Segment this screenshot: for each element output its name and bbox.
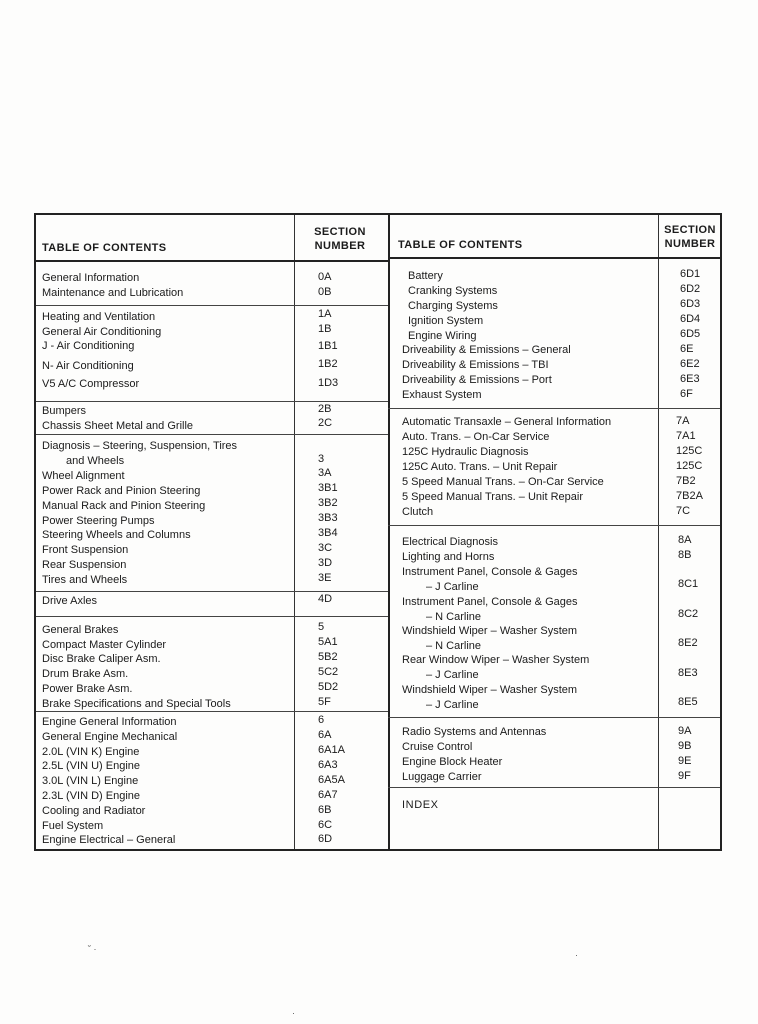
section-number: 3B2 [318,497,338,509]
right-group-3 [388,525,720,718]
section-number: 3B1 [318,482,338,494]
section-number: 0B [318,286,332,298]
toc-entry: Front Suspension [42,544,129,556]
section-number: 6B [318,804,332,816]
section-number: 1B1 [318,340,338,352]
toc-entry: Exhaust System [402,389,482,401]
section-number: 3 [318,453,325,465]
toc-entry: Cruise Control [402,741,473,753]
section-number: 1B [318,323,332,335]
toc-entry: Steering Wheels and Columns [42,529,191,541]
toc-entry: Power Rack and Pinion Steering [42,485,201,497]
section-number: 8B [678,549,692,561]
toc-entry: Power Steering Pumps [42,515,155,527]
toc-entry: Compact Master Cylinder [42,639,167,651]
right-group-1 [388,257,720,408]
toc-entry: Windshield Wiper – Washer System [402,684,578,696]
left-header-section-line1: SECTION [314,226,366,238]
left-group-3 [36,401,388,435]
section-number: 1B2 [318,358,338,370]
toc-entry: Drive Axles [42,595,98,607]
section-number: 6A7 [318,789,338,801]
section-number: 8C1 [678,578,699,590]
toc-entry: Ignition System [408,315,484,327]
left-header-section-line2: NUMBER [314,240,366,252]
section-number: 6D4 [680,313,701,325]
section-number: 6D1 [680,268,701,280]
toc-entry: Battery [408,270,443,282]
toc-entry: Disc Brake Caliper Asm. [42,653,161,665]
right-header-section-line2: NUMBER [664,238,716,250]
scan-speck: · [292,1008,295,1018]
toc-entry: Auto. Trans. – On-Car Service [402,431,550,443]
right-column [388,215,720,849]
toc-entry: Power Brake Asm. [42,683,133,695]
left-group-6 [36,616,388,712]
toc-entry: 5 Speed Manual Trans. – On-Car Service [402,476,604,488]
section-number: 6E3 [680,373,700,385]
section-number: 3E [318,572,332,584]
section-number: 5A1 [318,636,338,648]
section-number: 6A1A [318,744,345,756]
section-number: 5C2 [318,666,339,678]
toc-entry: Luggage Carrier [402,771,482,783]
toc-entry: Maintenance and Lubrication [42,287,184,299]
section-number: 5B2 [318,651,338,663]
scan-speck: · [575,950,578,960]
section-number: 5 [318,621,325,633]
section-number: 3B4 [318,527,338,539]
section-number: 8E2 [678,637,698,649]
section-number: 6A3 [318,759,338,771]
toc-entry: and Wheels [66,455,125,467]
section-number: 0A [318,271,332,283]
section-number: 6E [680,343,694,355]
toc-entry: Driveability & Emissions – Port [402,374,552,386]
toc-entry: Brake Specifications and Special Tools [42,698,231,710]
section-number: 6E2 [680,358,700,370]
toc-entry: Electrical Diagnosis [402,536,498,548]
toc-entry: – N Carline [426,640,482,652]
toc-entry: Charging Systems [408,300,498,312]
right-header [388,215,720,259]
toc-entry: Engine General Information [42,716,177,728]
toc-entry: Cooling and Radiator [42,805,146,817]
toc-entry: Instrument Panel, Console & Gages [402,566,578,578]
left-group-1 [36,260,388,305]
right-header-section-line1: SECTION [664,224,716,236]
right-group-4 [388,717,720,788]
section-number: 125C [676,445,703,457]
toc-entry: 125C Auto. Trans. – Unit Repair [402,461,558,473]
left-group-7 [36,711,388,849]
toc-entry: 5 Speed Manual Trans. – Unit Repair [402,491,583,503]
toc-entry: General Brakes [42,624,119,636]
toc-entry: J - Air Conditioning [42,340,135,352]
toc-entry: – J Carline [426,581,479,593]
toc-entry: General Air Conditioning [42,326,162,338]
left-header-section [294,225,386,253]
toc-entry: Driveability & Emissions – General [402,344,571,356]
toc-entry: – J Carline [426,699,479,711]
toc-entry: Driveability & Emissions – TBI [402,359,549,371]
toc-entry: Wheel Alignment [42,470,125,482]
section-number: 5F [318,696,331,708]
section-number: 3C [318,542,333,554]
toc-entry: Automatic Transaxle – General Information [402,416,612,428]
section-number: 9E [678,755,692,767]
toc-entry: General Engine Mechanical [42,731,178,743]
section-number: 6F [680,388,693,400]
section-number: 6 [318,714,325,726]
toc-entry: Heating and Ventilation [42,311,156,323]
toc-entry: Bumpers [42,405,87,417]
section-number: 3B3 [318,512,338,524]
toc-entry: Manual Rack and Pinion Steering [42,500,206,512]
toc-entry: 3.0L (VIN L) Engine [42,775,139,787]
toc-entry: Engine Block Heater [402,756,503,768]
left-header-title: TABLE OF CONTENTS [42,242,167,254]
section-number: 6D2 [680,283,701,295]
table-of-contents [34,213,722,851]
toc-entry: Tires and Wheels [42,574,128,586]
section-number: 9B [678,740,692,752]
section-number: 6C [318,819,333,831]
right-group-5 [388,787,720,849]
section-number: 8C2 [678,608,699,620]
section-number: 5D2 [318,681,339,693]
toc-entry: Chassis Sheet Metal and Grille [42,420,194,432]
right-header-section [658,223,722,251]
section-number: 6D3 [680,298,701,310]
section-number: 1D3 [318,377,339,389]
section-number: 7A [676,415,690,427]
toc-entry: Instrument Panel, Console & Gages [402,596,578,608]
toc-entry: Engine Electrical – General [42,834,176,846]
section-number: 1A [318,308,332,320]
section-number: 4D [318,593,333,605]
toc-entry: N- Air Conditioning [42,360,134,372]
section-number: 125C [676,460,703,472]
toc-entry: 2.5L (VIN U) Engine [42,760,141,772]
toc-entry: Radio Systems and Antennas [402,726,547,738]
section-number: 6A5A [318,774,345,786]
right-group-2 [388,408,720,526]
toc-entry: Drum Brake Asm. [42,668,129,680]
section-number: 7C [676,505,691,517]
toc-entry: 2.0L (VIN K) Engine [42,746,140,758]
section-number: 2B [318,403,332,415]
section-number: 9F [678,770,691,782]
section-number: 7A1 [676,430,696,442]
toc-entry: General Information [42,272,140,284]
left-column [36,215,390,849]
section-number: 6A [318,729,332,741]
toc-entry: Lighting and Horns [402,551,495,563]
left-group-5 [36,591,388,617]
section-number: 6D [318,833,333,845]
index-entry: INDEX [402,799,439,811]
toc-entry: 125C Hydraulic Diagnosis [402,446,529,458]
section-number: 7B2A [676,490,703,502]
toc-entry: Fuel System [42,820,104,832]
toc-entry: – N Carline [426,611,482,623]
toc-entry: Windshield Wiper – Washer System [402,625,578,637]
toc-entry: – J Carline [426,669,479,681]
section-number: 7B2 [676,475,696,487]
toc-entry: Rear Window Wiper – Washer System [402,654,590,666]
section-number: 9A [678,725,692,737]
toc-entry: Clutch [402,506,434,518]
toc-entry: Rear Suspension [42,559,127,571]
toc-entry: Engine Wiring [408,330,477,342]
toc-entry: 2.3L (VIN D) Engine [42,790,141,802]
section-number: 8A [678,534,692,546]
right-header-title: TABLE OF CONTENTS [398,239,523,251]
toc-entry: Cranking Systems [408,285,498,297]
left-group-4 [36,434,388,592]
section-number: 3A [318,467,332,479]
left-group-2 [36,305,388,402]
section-number: 8E5 [678,696,698,708]
left-header [36,215,388,262]
section-number: 6D5 [680,328,701,340]
toc-entry: V5 A/C Compressor [42,378,140,390]
section-number: 8E3 [678,667,698,679]
section-number: 3D [318,557,333,569]
toc-entry: Diagnosis – Steering, Suspension, Tires [42,440,238,452]
scan-speck: ˘ · [88,944,97,954]
section-number: 2C [318,417,333,429]
